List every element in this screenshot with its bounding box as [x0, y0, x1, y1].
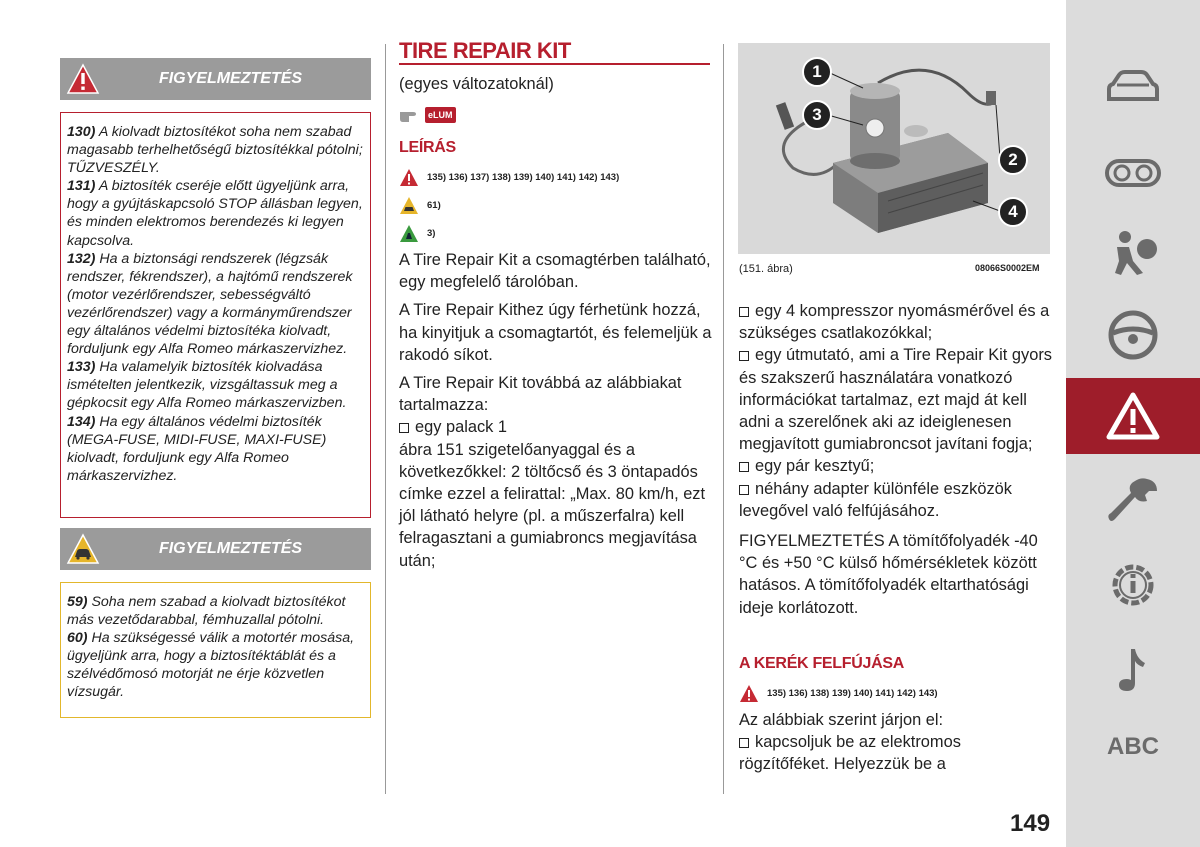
- elum-badge: eLUM: [425, 107, 456, 123]
- green-info-icon: [399, 224, 419, 243]
- ref-row-red: 135) 136) 138) 139) 140) 141) 142) 143): [739, 684, 938, 703]
- sidebar-item-car[interactable]: [1066, 50, 1200, 126]
- wrench-icon: [1103, 473, 1163, 529]
- red-warning-icon: [399, 168, 419, 187]
- sidebar-item-emergency[interactable]: [1066, 378, 1200, 454]
- callout-3: 3: [802, 100, 832, 130]
- dashboard-icon: [1103, 145, 1163, 201]
- figure-caption: (151. ábra): [739, 263, 793, 275]
- callout-1: 1: [802, 57, 832, 87]
- warning-item: 60) Ha szükségessé válik a motortér mosása, ügyeljünk arra, hogy a biztosítéktáblát és a szélvédőmosó motorját ne érje közvetlen vízsugár.: [67, 630, 355, 701]
- paragraph: A Tire Repair Kit a csomagtérben található, egy megfelelő tárolóban.: [399, 251, 711, 292]
- column-divider: [385, 44, 386, 794]
- red-warning-icon: [739, 684, 759, 703]
- sidebar-item-technical-data[interactable]: [1066, 546, 1200, 622]
- right-body: [739, 300, 1054, 625]
- chapter-sidebar: [1066, 0, 1200, 847]
- title-underline: [399, 63, 710, 65]
- middle-body: [399, 249, 714, 578]
- warning-item: 131) A biztosíték cseréje előtt ügyeljünk arra, hogy a gyújtáskapcsoló STOP állásban legyen, és minden elektromos berendezés ki legyen kapcsolva.: [67, 178, 363, 249]
- sidebar-item-index[interactable]: ABC: [1107, 733, 1159, 760]
- section-title: TIRE REPAIR KIT: [399, 38, 571, 63]
- sidebar-item-safety[interactable]: [1066, 214, 1200, 290]
- paragraph: Az alábbiak szerint járjon el:: [739, 711, 944, 729]
- section-heading: A KERÉK FELFÚJÁSA: [739, 655, 904, 672]
- sidebar-item-multimedia[interactable]: [1066, 630, 1200, 706]
- warning-item: 134) Ha egy általános védelmi biztosíték (MEGA-FUSE, MIDI-FUSE, MAXI-FUSE) kiolvadt, forduljunk egy Alfa Romeo márkaszervizhez.: [67, 413, 327, 484]
- list-item: néhány adapter különféle eszközök levegővel való felfújásához.: [739, 479, 1012, 520]
- paragraph: A Tire Repair Kit továbbá az alábbiakat tartalmazza:: [399, 374, 682, 415]
- callout-4: 4: [998, 197, 1028, 227]
- checkbox-bullet-icon: [739, 485, 749, 495]
- checkbox-bullet-icon: [739, 307, 749, 317]
- figure-tire-repair-kit: [738, 43, 1050, 254]
- checkbox-bullet-icon: [399, 423, 409, 433]
- warning-title: FIGYELMEZTETÉS: [158, 70, 303, 87]
- elum-row: [399, 107, 456, 123]
- ref-row-green: 3): [399, 224, 435, 243]
- subtitle: (egyes változatoknál): [399, 75, 554, 93]
- checkbox-bullet-icon: [739, 738, 749, 748]
- page-number: 149: [1010, 810, 1051, 837]
- warning-item: 59) Soha nem szabad a kiolvadt biztosítékot más vezetődarabbal, fémhuzallal pótolni.: [67, 594, 346, 629]
- right-body-2: [739, 709, 1054, 776]
- checkbox-bullet-icon: [739, 351, 749, 361]
- warning-body-red: [60, 112, 371, 518]
- list-item: egy pár kesztyű;: [739, 455, 1054, 477]
- music-note-icon: [1103, 641, 1163, 697]
- warning-header-red: [60, 58, 371, 100]
- warning-icon: [1103, 389, 1163, 445]
- column-divider: [723, 44, 724, 794]
- callout-2: 2: [998, 145, 1028, 175]
- steering-wheel-icon: [1103, 307, 1163, 363]
- checkbox-bullet-icon: [739, 462, 749, 472]
- sidebar-item-driving[interactable]: [1066, 296, 1200, 372]
- paragraph: A Tire Repair Kithez úgy férhetünk hozzá, ha kinyitjuk a csomagtartót, és felemeljük a rakodó síkot.: [399, 301, 712, 364]
- ref-row-red: 135) 136) 137) 138) 139) 140) 141) 142) 143): [399, 168, 619, 187]
- ref-row-yellow: 61): [399, 196, 441, 215]
- paragraph: ábra 151 szigetelőanyaggal és a következőkkel: 2 töltőcső és 3 öntapadós címke ezzel a felirattal: „Max. 80 km/h, ezt jól látható helyre (pl. a műszerfalra) kell felragasztani a gumiabroncs megjavítása után;: [399, 440, 706, 570]
- paragraph: FIGYELMEZTETÉS A tömítőfolyadék -40 °C és +50 °C külső hőmérsékletek között hatásos. A tömítőfolyadék eltarthatósági ideje korlátozott.: [739, 532, 1038, 617]
- warning-item: 130) A kiolvadt biztosítékot soha nem szabad magasabb terhelhetőségű biztosítékkal pótolni; TŰZVESZÉLY.: [67, 124, 363, 177]
- figure-code: 08066S0002EM: [975, 263, 1040, 273]
- list-item: egy 4 kompresszor nyomásmérővel és a szükséges csatlakozókkal;: [739, 302, 1050, 343]
- warning-item: 132) Ha a biztonsági rendszerek (légzsák rendszer, fékrendszer), a hajtómű rendszerek (motor vezérlőrendszer, sebességváltó vezérlőrendszer) vagy a kormányműrendszer egy általános védelmi biztosítéka kiolvadt, forduljunk egy Alfa Romeo márkaszervizhez.: [67, 250, 353, 358]
- list-item: egy palack 1: [399, 416, 714, 438]
- warning-header-yellow: [60, 528, 371, 570]
- section-heading: LEÍRÁS: [399, 139, 456, 156]
- yellow-car-warning-icon: [399, 196, 419, 215]
- sidebar-item-maintenance[interactable]: [1066, 462, 1200, 538]
- hand-pointer-icon: [399, 107, 423, 123]
- list-item: kapcsoljuk be az elektromos rögzítőféket. Helyezzük be a: [739, 733, 961, 774]
- warning-title: FIGYELMEZTETÉS: [158, 540, 303, 557]
- car-icon: [1103, 61, 1163, 117]
- sidebar-item-dashboard[interactable]: [1066, 134, 1200, 210]
- airbag-icon: [1103, 225, 1163, 281]
- warning-item: 133) Ha valamelyik biztosíték kiolvadása ismételten jelentkezik, vizsgáltassuk meg a gépkocsit egy Alfa Romeo márkaszervizben.: [67, 359, 347, 412]
- info-gear-icon: [1103, 557, 1163, 613]
- list-item: egy útmutató, ami a Tire Repair Kit gyors és szakszerű használatára vonatkozó információkat tartalmaz, ezt majd át kell adni a szerelőnek aki az ideiglenesen megjavított gumiabroncsot javítani fogja;: [739, 346, 1052, 454]
- warning-body-yellow: [60, 582, 371, 718]
